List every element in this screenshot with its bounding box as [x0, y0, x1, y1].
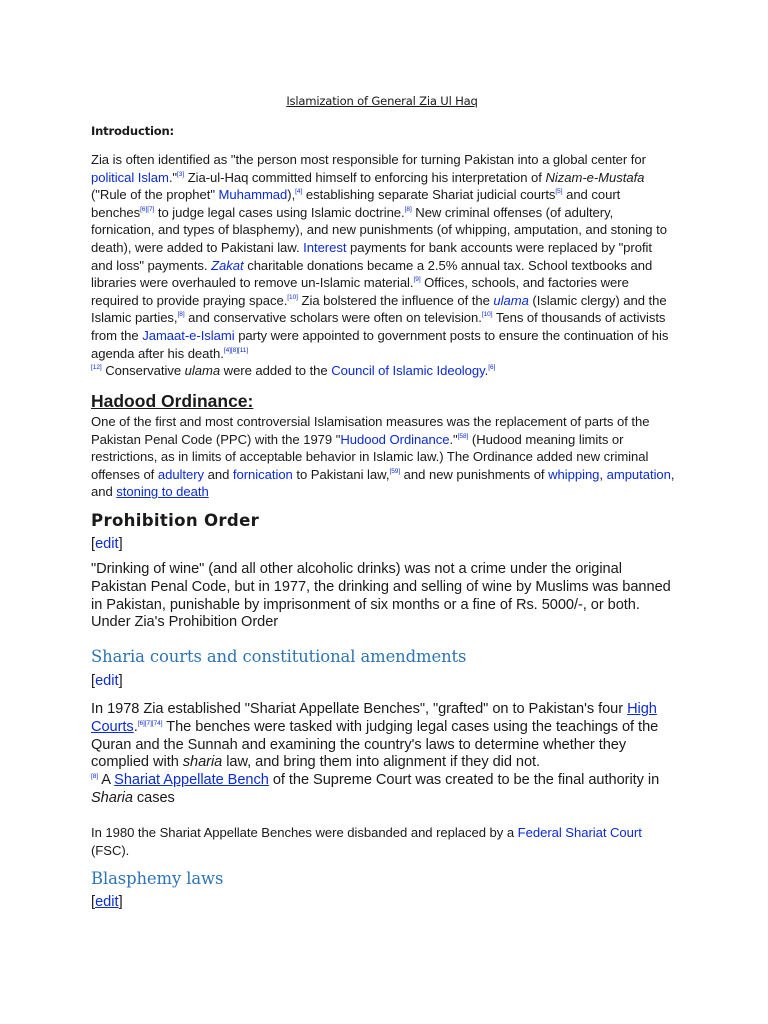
prohibition-paragraph: "Drinking of wine" (and all other alcoholic drinks) was not a crime under the original Pakistan Penal Code, but in 1977, the drinking and selling of wine by Muslims was banned in Pakistan, punishable by imprisonment of six months or a fine of Rs. 5000/-, or both. Under Zia's Prohibition Order	[91, 561, 671, 631]
citation-link[interactable]: [4]	[223, 346, 231, 354]
hadood-paragraph: One of the first and most controversial Islamisation measures was the replacement of parts of the Pakistan Penal Code (PPC) with the 1979 "Hudood Ordinance."[58] (Hudood meaning limits or restrictions, as in limits of acceptable behavior in Islamic law.) The Ordinance added new criminal offenses of adultery and fornication to Pakistani law,[59] and new punishments of whipping, amputation, and stoning to death	[91, 414, 675, 500]
fornication-link[interactable]: fornication	[232, 466, 293, 482]
document-title: Islamization of General Zia Ul Haq	[286, 94, 478, 108]
high-courts-link[interactable]: High Courts	[91, 701, 657, 735]
citation-link[interactable]: [6]	[488, 364, 496, 372]
citation-link[interactable]: [7]	[144, 719, 152, 727]
edit-link[interactable]: edit	[95, 536, 119, 552]
political-islam-link[interactable]: political Islam	[91, 169, 169, 185]
zakat-link[interactable]: Zakat	[211, 257, 244, 273]
edit-link[interactable]: edit	[95, 673, 119, 689]
shariat-appellate-bench-link[interactable]: Shariat Appellate Bench	[114, 772, 269, 789]
muhammad-link[interactable]: Muhammad	[218, 187, 288, 203]
introduction-heading: Introduction:	[91, 124, 174, 138]
prohibition-order-heading: Prohibition Order	[91, 511, 260, 530]
citation-link[interactable]: [58]	[457, 432, 469, 440]
citation-link[interactable]: [11]	[237, 346, 249, 354]
citation-link[interactable]: [6]	[137, 719, 145, 727]
jamaat-e-islami-link[interactable]: Jamaat-e-Islami	[142, 327, 235, 343]
edit-link[interactable]: edit	[95, 894, 119, 910]
federal-shariat-court-link[interactable]: Federal Shariat Court	[517, 825, 642, 840]
citation-link[interactable]: [12]	[91, 364, 102, 372]
stoning-to-death-link[interactable]: stoning to death	[116, 484, 209, 500]
adultery-link[interactable]: adultery	[157, 466, 205, 482]
citation-link[interactable]: [10]	[287, 293, 298, 301]
citation-link[interactable]: [8]	[91, 773, 99, 781]
citation-link[interactable]: [74]	[151, 719, 163, 727]
interest-link[interactable]: Interest	[303, 239, 347, 255]
citation-link[interactable]: [7]	[147, 205, 155, 213]
citation-link[interactable]: [6]	[140, 205, 148, 213]
citation-link[interactable]: [9]	[413, 276, 421, 284]
edit-section-link-blasphemy: [edit]	[91, 894, 123, 910]
sharia-courts-heading: Sharia courts and constitutional amendments	[91, 647, 467, 666]
amputation-link[interactable]: amputation	[606, 466, 671, 482]
citation-link[interactable]: [3]	[177, 170, 185, 178]
citation-link[interactable]: [10]	[481, 311, 493, 319]
hadood-ordinance-heading: Hadood Ordinance:	[91, 391, 254, 411]
edit-section-link-sharia: [edit]	[91, 673, 123, 689]
fsc-paragraph: In 1980 the Shariat Appellate Benches were disbanded and replaced by a Federal Shariat Court (FSC).	[91, 825, 642, 858]
hudood-ordinance-link[interactable]: Hudood Ordinance	[340, 431, 450, 447]
citation-link[interactable]: [59]	[389, 467, 401, 475]
citation-link[interactable]: [8]	[404, 205, 412, 213]
introduction-paragraph: Zia is often identified as "the person most responsible for turning Pakistan into a global center for political Islam."[3] Zia-ul-Haq committed himself to enforcing his interpretation of Nizam-e-Mustafa ("Rule of the prophet" Muhammad),[4] establishing separate Shariat judicial courts[5] and court benches[6][7] to judge legal cases using Islamic doctrine.[8] New criminal offenses (of adultery, fornication, and types of blasphemy), and new punishments (of whipping, amputation, and stoning to death), were added to Pakistani law. Interest payments for bank accounts were replaced by "profit and loss" payments. Zakat charitable donations became a 2.5% annual tax. School textbooks and libraries were overhauled to remove un-Islamic material.[9] Offices, schools, and factories were required to provide praying space.[10] Zia bolstered the influence of the ulama (Islamic clergy) and the Islamic parties,[8] and conservative scholars were often on television.[10] Tens of thousands of activists from the Jamaat-e-Islami party were appointed to government posts to ensure the continuation of his agenda after his death.[4][8][11] [12] Conservative ulama were added to the Council of Islamic Ideology.[6]	[91, 152, 669, 379]
sharia-paragraph: In 1978 Zia established "Shariat Appellate Benches", "grafted" on to Pakistan's four High Courts.[6][7][74] The benches were tasked with judging legal cases using the teachings of the Quran and the Sunnah and examining the country's laws to determine whether they complied with sharia law, and bring them into alignment if they did not. [8] A Shariat Appellate Bench of the Supreme Court was created to be the final authority in Sharia cases	[91, 701, 660, 806]
citation-link[interactable]: [8]	[230, 346, 238, 354]
council-of-islamic-ideology-link[interactable]: Council of Islamic Ideology	[331, 363, 485, 379]
citation-link[interactable]: [5]	[555, 188, 563, 196]
citation-link[interactable]: [8]	[177, 311, 185, 319]
whipping-link[interactable]: whipping	[548, 466, 600, 482]
edit-section-link-prohibition: [edit]	[91, 536, 123, 552]
citation-link[interactable]: [4]	[295, 188, 303, 196]
ulama-link[interactable]: ulama	[493, 292, 529, 308]
blasphemy-laws-heading: Blasphemy laws	[91, 869, 224, 888]
